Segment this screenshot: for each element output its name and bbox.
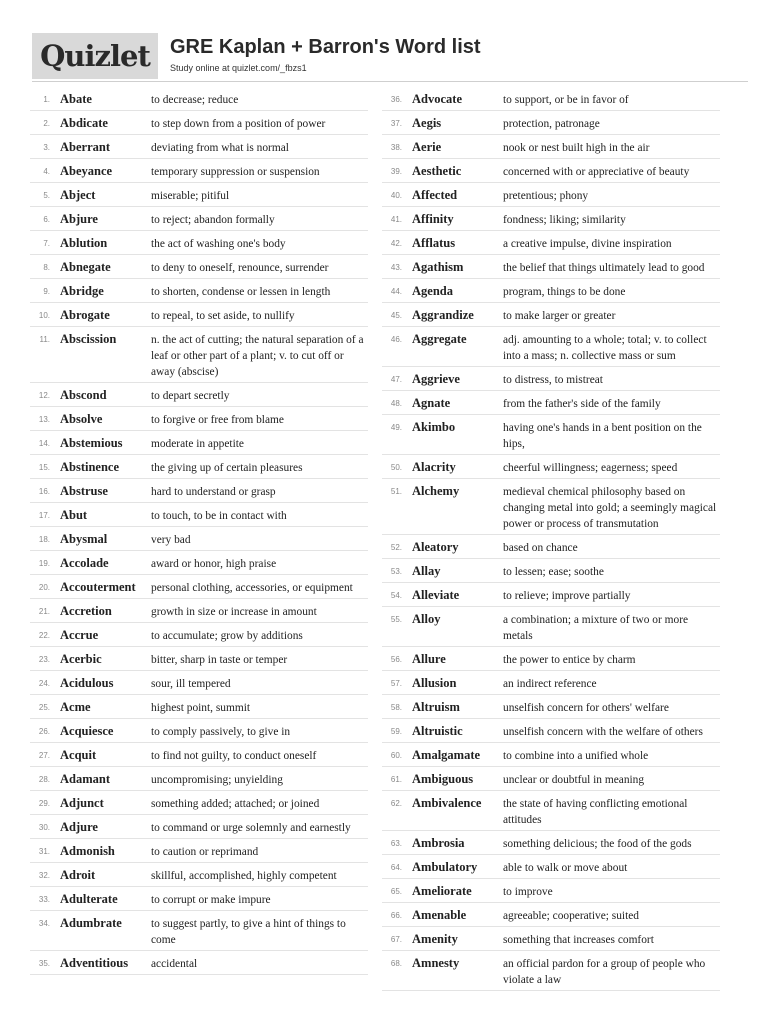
entry-number: 63.: [390, 839, 402, 848]
entry-definition: nook or nest built high in the air: [503, 142, 650, 154]
entry-term: Abeyance: [60, 164, 113, 178]
entry-term: Advocate: [412, 92, 462, 106]
entry-term: Alloy: [412, 612, 441, 626]
entry-number: 29.: [38, 799, 50, 808]
entry-definition: to command or urge solemnly and earnestly: [151, 822, 351, 834]
entry-definition: to support, or be in favor of: [503, 94, 629, 106]
entry-number: 62.: [390, 799, 402, 808]
entry-definition: program, things to be done: [503, 286, 626, 298]
word-entry-row: [382, 583, 720, 607]
entry-number: 6.: [43, 215, 50, 224]
entry-term: Amalgamate: [412, 748, 481, 762]
entry-number: 28.: [38, 775, 50, 784]
entry-number: 41.: [390, 215, 402, 224]
entry-term: Adumbrate: [60, 916, 122, 930]
entry-term: Abrogate: [60, 308, 110, 322]
entry-number: 32.: [38, 871, 50, 880]
entry-number: 42.: [390, 239, 402, 248]
entry-number: 15.: [38, 463, 50, 472]
entry-number: 43.: [390, 263, 402, 272]
entry-definition: to depart secretly: [151, 390, 230, 402]
entry-definition: to step down from a position of power: [151, 118, 326, 130]
entry-term: Accouterment: [60, 580, 136, 594]
entry-term: Agathism: [412, 260, 464, 274]
entry-definition: to shorten, condense or lessen in length: [151, 286, 331, 298]
entry-number: 13.: [38, 415, 50, 424]
entry-number: 12.: [38, 391, 50, 400]
entry-number: 19.: [38, 559, 50, 568]
entry-number: 7.: [43, 239, 50, 248]
entry-term: Accolade: [60, 556, 109, 570]
entry-number: 56.: [390, 655, 402, 664]
entry-definition: moderate in appetite: [151, 438, 244, 450]
entry-definition: the power to entice by charm: [503, 654, 636, 666]
entry-number: 40.: [390, 191, 402, 200]
entry-term: Abjure: [60, 212, 98, 226]
word-entry-row: [30, 911, 368, 951]
entry-number: 21.: [38, 607, 50, 616]
entry-term: Allusion: [412, 676, 457, 690]
entry-term: Adjunct: [60, 796, 104, 810]
word-entry-row: [30, 719, 368, 743]
entry-term: Abdicate: [60, 116, 108, 130]
entry-term: Acerbic: [60, 652, 102, 666]
entry-term: Abysmal: [60, 532, 108, 546]
word-entry-row: [382, 559, 720, 583]
entry-definition: the giving up of certain pleasures: [151, 462, 303, 474]
word-entry-row: [382, 767, 720, 791]
word-entry-row: [382, 903, 720, 927]
entry-definition: to touch, to be in contact with: [151, 510, 287, 522]
entry-definition: unclear or doubtful in meaning: [503, 774, 645, 786]
word-entry-row: [30, 87, 368, 111]
word-entry-row: [382, 671, 720, 695]
entry-number: 64.: [390, 863, 402, 872]
entry-term: Aleatory: [412, 540, 459, 554]
word-entry-row: [30, 647, 368, 671]
entry-definition: miserable; pitiful: [151, 190, 230, 202]
entry-term: Abscission: [60, 332, 117, 346]
entry-definition: the state of having conflicting emotional attitudes: [503, 798, 688, 826]
entry-term: Admonish: [60, 844, 115, 858]
entry-term: Abscond: [60, 388, 107, 402]
entry-number: 52.: [390, 543, 402, 552]
entry-term: Adjure: [60, 820, 98, 834]
entry-term: Abridge: [60, 284, 104, 298]
entry-term: Aerie: [412, 140, 442, 154]
entry-number: 65.: [390, 887, 402, 896]
entry-definition: to corrupt or make impure: [151, 894, 271, 906]
word-entry-row: [382, 183, 720, 207]
entry-number: 8.: [43, 263, 50, 272]
entry-term: Altruism: [412, 700, 460, 714]
header-divider: [32, 81, 748, 82]
entry-definition: from the father's side of the family: [503, 398, 661, 410]
entry-term: Accrue: [60, 628, 99, 642]
entry-term: Abstinence: [60, 460, 120, 474]
entry-term: Acquiesce: [60, 724, 114, 738]
entry-term: Aggregate: [412, 332, 467, 346]
word-entry-row: [30, 767, 368, 791]
word-entry-row: [382, 951, 720, 991]
entry-term: Aggrandize: [412, 308, 474, 322]
word-entry-row: [30, 863, 368, 887]
entry-definition: sour, ill tempered: [151, 678, 231, 690]
word-entry-row: [382, 159, 720, 183]
entry-term: Allure: [412, 652, 446, 666]
entry-term: Aesthetic: [412, 164, 462, 178]
entry-term: Abstruse: [60, 484, 108, 498]
page-header: [32, 33, 752, 79]
entry-definition: medieval chemical philosophy based on changing metal into gold; a seemingly magical power or process of transmutation: [503, 486, 717, 530]
entry-number: 23.: [38, 655, 50, 664]
entry-term: Abject: [60, 188, 96, 202]
word-entry-row: [30, 791, 368, 815]
word-entry-row: [30, 231, 368, 255]
entry-definition: to suggest partly, to give a hint of things to come: [151, 918, 346, 946]
entry-number: 61.: [390, 775, 402, 784]
entry-term: Amenable: [412, 908, 467, 922]
entry-definition: to relieve; improve partially: [503, 590, 631, 602]
entry-term: Abnegate: [60, 260, 111, 274]
entry-number: 36.: [390, 95, 402, 104]
entry-term: Alleviate: [412, 588, 460, 602]
entry-term: Aggrieve: [412, 372, 460, 386]
entry-definition: growth in size or increase in amount: [151, 606, 317, 618]
word-entry-row: [382, 207, 720, 231]
entry-number: 53.: [390, 567, 402, 576]
entry-number: 25.: [38, 703, 50, 712]
entry-term: Adroit: [60, 868, 96, 882]
entry-number: 18.: [38, 535, 50, 544]
entry-definition: deviating from what is normal: [151, 142, 289, 154]
entry-number: 48.: [390, 399, 402, 408]
word-entry-row: [30, 303, 368, 327]
entry-definition: award or honor, high praise: [151, 558, 277, 570]
entry-definition: accidental: [151, 958, 198, 970]
word-entry-row: [382, 535, 720, 559]
entry-term: Adventitious: [60, 956, 129, 970]
entry-number: 27.: [38, 751, 50, 760]
word-entry-row: [30, 503, 368, 527]
word-entry-row: [30, 839, 368, 863]
entry-definition: bitter, sharp in taste or temper: [151, 654, 288, 666]
word-entry-row: [382, 647, 720, 671]
entry-definition: fondness; liking; similarity: [503, 214, 626, 226]
word-entry-row: [30, 111, 368, 135]
word-entry-row: [30, 527, 368, 551]
entry-term: Alacrity: [412, 460, 456, 474]
entry-definition: an indirect reference: [503, 678, 597, 690]
entry-number: 22.: [38, 631, 50, 640]
entry-definition: to make larger or greater: [503, 310, 616, 322]
entry-definition: protection, patronage: [503, 118, 600, 130]
entry-number: 9.: [43, 287, 50, 296]
entry-number: 1.: [43, 95, 50, 104]
word-entry-row: [382, 391, 720, 415]
word-entry-row: [382, 879, 720, 903]
word-entry-row: [382, 479, 720, 535]
entry-term: Aegis: [412, 116, 442, 130]
entry-number: 31.: [38, 847, 50, 856]
entry-number: 34.: [38, 919, 50, 928]
word-entry-row: [382, 111, 720, 135]
entry-definition: to repeal, to set aside, to nullify: [151, 310, 295, 322]
entry-term: Abut: [60, 508, 88, 522]
entry-number: 58.: [390, 703, 402, 712]
entry-term: Ambulatory: [412, 860, 478, 874]
entry-number: 4.: [43, 167, 50, 176]
entry-definition: to distress, to mistreat: [503, 374, 603, 386]
entry-number: 39.: [390, 167, 402, 176]
word-entry-row: [382, 927, 720, 951]
entry-term: Akimbo: [412, 420, 456, 434]
word-entry-row: [30, 383, 368, 407]
word-entry-row: [382, 87, 720, 111]
entry-definition: agreeable; cooperative; suited: [503, 910, 639, 922]
page-subtitle: Study online at quizlet.com/_fbzs1: [170, 63, 307, 73]
entry-number: 66.: [390, 911, 402, 920]
word-entry-row: [382, 455, 720, 479]
entry-definition: to comply passively, to give in: [151, 726, 291, 738]
entry-definition: highest point, summit: [151, 702, 251, 714]
entry-definition: to deny to oneself, renounce, surrender: [151, 262, 329, 274]
entry-number: 20.: [38, 583, 50, 592]
entry-term: Adamant: [60, 772, 111, 786]
entry-definition: the act of washing one's body: [151, 238, 286, 250]
word-entry-row: [30, 695, 368, 719]
entry-definition: personal clothing, accessories, or equipment: [151, 582, 353, 594]
word-entry-row: [382, 231, 720, 255]
entry-number: 54.: [390, 591, 402, 600]
entry-number: 47.: [390, 375, 402, 384]
entry-definition: to forgive or free from blame: [151, 414, 284, 426]
entry-term: Amnesty: [412, 956, 460, 970]
entry-definition: temporary suppression or suspension: [151, 166, 320, 178]
entry-definition: something that increases comfort: [503, 934, 654, 946]
entry-definition: to find not guilty, to conduct oneself: [151, 750, 317, 762]
word-entry-row: [30, 551, 368, 575]
entry-definition: something added; attached; or joined: [151, 798, 320, 810]
word-entry-row: [30, 279, 368, 303]
entry-term: Abstemious: [60, 436, 123, 450]
entry-number: 49.: [390, 423, 402, 432]
entry-definition: to combine into a unified whole: [503, 750, 649, 762]
word-entry-row: [382, 743, 720, 767]
entry-definition: unselfish concern for others' welfare: [503, 702, 669, 714]
entry-definition: unselfish concern with the welfare of others: [503, 726, 703, 738]
quizlet-logo: Quizlet: [32, 33, 158, 79]
entry-number: 45.: [390, 311, 402, 320]
entry-number: 14.: [38, 439, 50, 448]
entry-number: 16.: [38, 487, 50, 496]
word-entry-row: [30, 255, 368, 279]
entry-definition: hard to understand or grasp: [151, 486, 276, 498]
entry-term: Altruistic: [412, 724, 463, 738]
entry-term: Acquit: [60, 748, 97, 762]
entry-term: Alchemy: [412, 484, 460, 498]
entry-term: Allay: [412, 564, 441, 578]
entry-term: Affinity: [412, 212, 454, 226]
word-entry-row: [30, 623, 368, 647]
word-entry-row: [30, 159, 368, 183]
entry-term: Afflatus: [412, 236, 456, 250]
entry-number: 57.: [390, 679, 402, 688]
word-entry-row: [30, 671, 368, 695]
entry-definition: to decrease; reduce: [151, 94, 239, 106]
entry-definition: the belief that things ultimately lead to good: [503, 262, 705, 274]
entry-definition: able to walk or move about: [503, 862, 628, 874]
word-entry-row: [30, 887, 368, 911]
entry-term: Acidulous: [60, 676, 114, 690]
entry-term: Ambiguous: [412, 772, 474, 786]
word-entry-row: [30, 431, 368, 455]
entry-definition: something delicious; the food of the gods: [503, 838, 692, 850]
entry-number: 50.: [390, 463, 402, 472]
entry-number: 46.: [390, 335, 402, 344]
entry-definition: a creative impulse, divine inspiration: [503, 238, 672, 250]
entry-definition: to lessen; ease; soothe: [503, 566, 604, 578]
word-entry-row: [382, 255, 720, 279]
entry-term: Adulterate: [60, 892, 118, 906]
entry-term: Ambrosia: [412, 836, 465, 850]
entry-number: 5.: [43, 191, 50, 200]
entry-definition: pretentious; phony: [503, 190, 589, 202]
word-entry-row: [30, 407, 368, 431]
word-entry-row: [382, 695, 720, 719]
word-entry-row: [30, 207, 368, 231]
entry-number: 59.: [390, 727, 402, 736]
entry-number: 38.: [390, 143, 402, 152]
entry-definition: to accumulate; grow by additions: [151, 630, 303, 642]
word-entry-row: [382, 415, 720, 455]
entry-term: Absolve: [60, 412, 103, 426]
entry-term: Accretion: [60, 604, 112, 618]
entry-number: 11.: [39, 335, 50, 344]
entry-number: 51.: [390, 487, 402, 496]
entry-number: 67.: [390, 935, 402, 944]
entry-definition: having one's hands in a bent position on the hips,: [503, 422, 702, 450]
word-entry-row: [30, 951, 368, 975]
word-entry-row: [30, 599, 368, 623]
entry-number: 26.: [38, 727, 50, 736]
entry-definition: to reject; abandon formally: [151, 214, 275, 226]
word-entry-row: [382, 719, 720, 743]
word-entry-row: [30, 135, 368, 159]
word-entry-row: [382, 327, 720, 367]
word-list-column-right: [382, 87, 720, 991]
entry-term: Abate: [60, 92, 92, 106]
entry-number: 10.: [38, 311, 50, 320]
word-entry-row: [382, 367, 720, 391]
entry-number: 2.: [43, 119, 50, 128]
entry-term: Ablution: [60, 236, 108, 250]
entry-term: Acme: [60, 700, 91, 714]
word-entry-row: [382, 831, 720, 855]
entry-definition: cheerful willingness; eagerness; speed: [503, 462, 678, 474]
entry-term: Aberrant: [60, 140, 110, 154]
entry-number: 24.: [38, 679, 50, 688]
entry-number: 68.: [390, 959, 402, 968]
entry-number: 33.: [38, 895, 50, 904]
word-entry-row: [30, 479, 368, 503]
entry-definition: an official pardon for a group of people who violate a law: [503, 958, 706, 986]
entry-definition: uncompromising; unyielding: [151, 774, 283, 786]
word-entry-row: [30, 183, 368, 207]
entry-number: 37.: [390, 119, 402, 128]
entry-definition: n. the act of cutting; the natural separation of a leaf or other part of a plant; v. to cut off or away (abscise): [151, 334, 364, 378]
entry-term: Ambivalence: [412, 796, 482, 810]
entry-definition: adj. amounting to a whole; total; v. to collect into a mass; n. collective mass or sum: [503, 334, 707, 362]
entry-number: 60.: [390, 751, 402, 760]
word-entry-row: [30, 575, 368, 599]
word-entry-row: [382, 303, 720, 327]
entry-definition: to caution or reprimand: [151, 846, 259, 858]
entry-definition: very bad: [151, 534, 191, 546]
word-entry-row: [382, 135, 720, 159]
word-entry-row: [30, 743, 368, 767]
entry-definition: based on chance: [503, 542, 578, 554]
entry-number: 55.: [390, 615, 402, 624]
word-entry-row: [382, 279, 720, 303]
entry-number: 3.: [43, 143, 50, 152]
entry-term: Agnate: [412, 396, 451, 410]
entry-number: 35.: [38, 959, 50, 968]
entry-definition: a combination; a mixture of two or more metals: [503, 614, 689, 642]
word-entry-row: [382, 791, 720, 831]
word-entry-row: [382, 855, 720, 879]
entry-term: Affected: [412, 188, 458, 202]
word-list-column-left: [30, 87, 368, 975]
entry-definition: to improve: [503, 886, 553, 898]
word-entry-row: [30, 455, 368, 479]
entry-number: 30.: [38, 823, 50, 832]
entry-term: Agenda: [412, 284, 453, 298]
entry-number: 17.: [38, 511, 50, 520]
entry-term: Amenity: [412, 932, 458, 946]
entry-number: 44.: [390, 287, 402, 296]
page-title: GRE Kaplan + Barron's Word list: [170, 36, 481, 58]
word-entry-row: [382, 607, 720, 647]
entry-term: Ameliorate: [412, 884, 472, 898]
word-entry-row: [30, 815, 368, 839]
word-entry-row: [30, 327, 368, 383]
entry-definition: concerned with or appreciative of beauty: [503, 166, 690, 178]
entry-definition: skillful, accomplished, highly competent: [151, 870, 337, 882]
